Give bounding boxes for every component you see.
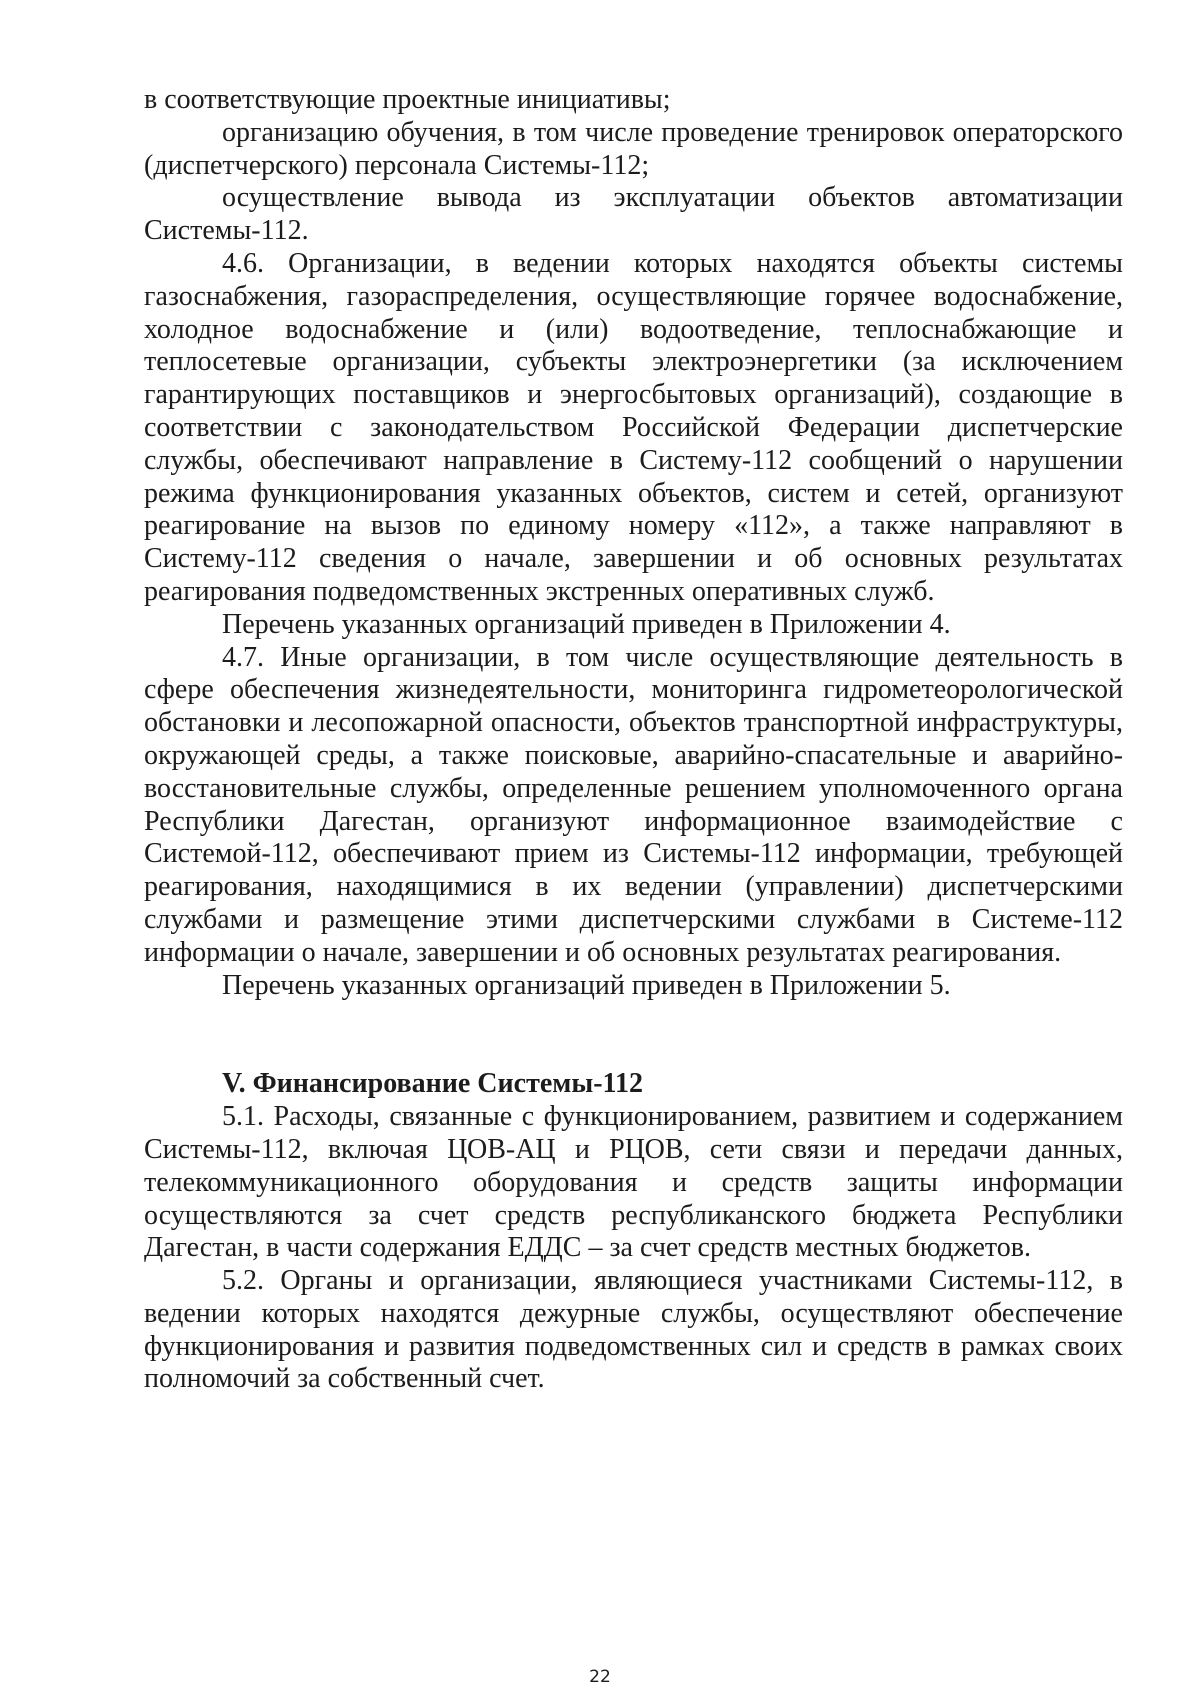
paragraph-training: организацию обучения, в том числе проведение тренировок операторского (диспетчерского) персонала Системы-112; [144,116,1123,181]
page-number: 22 [589,1667,611,1687]
paragraph-continuation: в соответствующие проектные инициативы; [144,84,671,115]
paragraph-4-7: 4.7. Иные организации, в том числе осуществляющие деятельность в сфере обеспечения жизнедеятельности, мониторинга гидрометеорологической обстановки и лесопожарной опасности, объектов транспортной инфраструктуры, окружающей среды, а также поисковые, аварийно-спасательные и аварийно-восстановительные службы, определенные решением уполномоченного органа Республики Дагестан, организуют информационное взаимодействие с Системой-112, обеспечивают прием из Системы-112 информации, требующей реагирования, находящимися в их ведении (управлении) диспетчерскими службами и размещение этими диспетчерскими службами в Системе-112 информации о начале, завершении и об основных результатах реагирования. [144,641,1123,968]
paragraph-appendix-5: Перечень указанных организаций приведен в Приложении 5. [222,969,951,1001]
document-body [144,84,1123,1396]
paragraph-appendix-4: Перечень указанных организаций приведен в Приложении 4. [222,608,951,640]
section-spacer [144,1002,1123,1068]
paragraph-decommission: осуществление вывода из эксплуатации объектов автоматизации Системы-112. [144,182,1123,247]
section-heading: V. Финансирование Системы-112 [222,1068,643,1100]
paragraph-5-1: 5.1. Расходы, связанные с функционированием, развитием и содержанием Системы-112, включая ЦОВ-АЦ и РЦОВ, сети связи и передачи данных, телекоммуникационного оборудования и средств защиты информации осуществляются за счет средств республиканского бюджета Республики Дагестан, в части содержания ЕДДС – за счет средств местных бюджетов. [144,1101,1123,1264]
paragraph-4-6: 4.6. Организации, в ведении которых находятся объекты системы газоснабжения, газораспределения, осуществляющие горячее водоснабжение, холодное водоснабжение и (или) водоотведение, теплоснабжающие и теплосетевые организации, субъекты электроэнергетики (за исключением гарантирующих поставщиков и энергосбытовых организаций), создающие в соответствии с законодательством Российской Федерации диспетчерские службы, обеспечивают направление в Систему-112 сообщений о нарушении режима функционирования указанных объектов, систем и сетей, организуют реагирование на вызов по единому номеру «112», а также направляют в Систему-112 сведения о начале, завершении и об основных результатах реагирования подведомственных экстренных оперативных служб. [144,247,1123,607]
paragraph-5-2: 5.2. Органы и организации, являющиеся участниками Системы-112, в ведении которых находятся дежурные службы, осуществляют обеспечение функционирования и развития подведомственных сил и средств в рамках своих полномочий за собственный счет. [144,1265,1123,1395]
